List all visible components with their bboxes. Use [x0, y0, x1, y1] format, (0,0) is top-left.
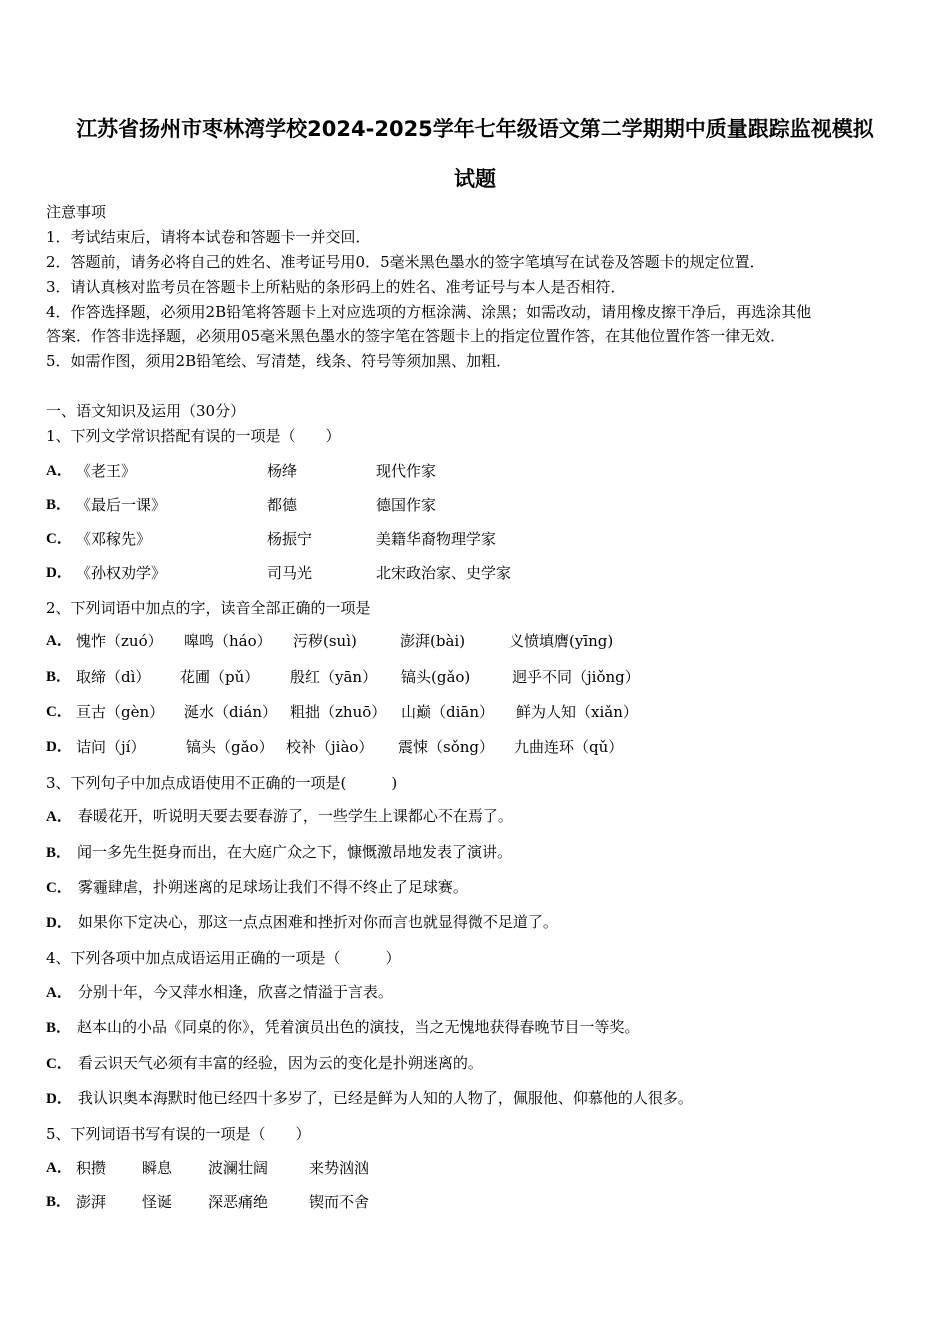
option-label: B．	[46, 669, 72, 685]
option-work: 《老王》	[76, 462, 137, 480]
option-label: C．	[46, 531, 72, 547]
option-word: 粗拙（zhuō）	[290, 703, 387, 721]
option-label: A．	[46, 1160, 72, 1176]
option-word: 澎湃(bài)	[400, 632, 466, 650]
option-word: 涎水（dián）	[184, 703, 278, 721]
option-word: 花圃（pǔ）	[180, 668, 260, 686]
option-label: D．	[46, 1091, 72, 1107]
option-word: 山巅（diān）	[401, 703, 495, 721]
option-text: 春暖花开，听说明天要去要春游了，一些学生上课都心不在焉了。	[77, 807, 513, 825]
option-desc: 现代作家	[376, 462, 437, 480]
option-work: 《最后一课》	[76, 496, 167, 514]
option-label: C．	[46, 1056, 72, 1072]
notice-item: 5．如需作图，须用2B铅笔绘、写清楚，线条、符号等须加黑、加粗．	[46, 352, 512, 370]
option-word: 镐头(gǎo)	[401, 668, 471, 686]
option-label: A．	[46, 463, 72, 479]
option-text: 雾霾肆虐，扑朔迷离的足球场让我们不得不终止了足球赛。	[77, 878, 468, 896]
option-label: C．	[46, 704, 72, 720]
option-work: 《邓稼先》	[76, 530, 152, 548]
option-desc: 美籍华裔物理学家	[376, 530, 497, 548]
option-label: B．	[46, 845, 72, 861]
option-desc: 北宋政治家、史学家	[376, 564, 512, 582]
option-word: 瞬息	[142, 1159, 173, 1177]
option-label: D．	[46, 915, 72, 931]
option-label: B．	[46, 497, 72, 513]
notice-item: 4．作答选择题，必须用2B铅笔将答题卡上对应选项的方框涂满、涂黑；如需改动，请用橡皮擦干净后，再选涂其他	[46, 303, 812, 321]
option-author: 杨绛	[267, 462, 298, 480]
page-title-line2: 试题	[454, 167, 496, 191]
option-label: A．	[46, 985, 72, 1001]
q3-option-a	[46, 806, 513, 827]
option-text: 看云识天气必须有丰富的经验，因为云的变化是扑朔迷离的。	[77, 1054, 483, 1072]
option-word: 波澜壮阔	[208, 1159, 269, 1177]
option-word: 嗥鸣（háo）	[184, 632, 272, 650]
option-word: 鲜为人知（xiǎn）	[516, 703, 638, 721]
option-word: 深恶痛绝	[208, 1193, 269, 1211]
question-stem: 3、下列句子中加点成语使用不正确的一项是( )	[46, 774, 398, 792]
option-label: A．	[46, 809, 72, 825]
option-label: D．	[46, 739, 72, 755]
q4-option-c	[46, 1053, 483, 1074]
option-text: 如果你下定决心，那这一点点困难和挫折对你而言也就显得微不足道了。	[77, 913, 558, 931]
q3-option-d	[46, 912, 558, 933]
option-word: 迥乎不同（jiǒng）	[512, 668, 640, 686]
option-desc: 德国作家	[376, 496, 437, 514]
page-title-line1: 江苏省扬州市枣林湾学校2024-2025学年七年级语文第二学期期中质量跟踪监视模拟	[76, 117, 874, 141]
option-word: 锲而不舍	[309, 1193, 370, 1211]
q4-option-a	[46, 982, 393, 1003]
option-label: D．	[46, 565, 72, 581]
option-word: 震悚（sǒng）	[398, 738, 494, 756]
option-word: 怪诞	[142, 1193, 173, 1211]
question-stem: 4、下列各项中加点成语运用正确的一项是（ ）	[46, 949, 401, 967]
notice-item: 2．答题前，请务必将自己的姓名、准考证号用0．5毫米黑色墨水的签字笔填写在试卷及答题卡的规定位置．	[46, 253, 765, 271]
option-word: 亘古（gèn）	[76, 703, 165, 721]
option-label: B．	[46, 1020, 72, 1036]
notice-item: 1．考试结束后，请将本试卷和答题卡一并交回．	[46, 228, 371, 246]
option-word: 诘问（jí）	[76, 738, 146, 756]
option-word: 积攒	[76, 1159, 107, 1177]
notice-item: 答案．作答非选择题，必须用05毫米黑色墨水的签字笔在答题卡上的指定位置作答，在其他位置作答一律无效．	[46, 327, 786, 345]
q3-option-b	[46, 842, 512, 863]
notice-heading: 注意事项	[46, 203, 107, 221]
option-work: 《孙权劝学》	[76, 564, 167, 582]
q4-option-b	[46, 1017, 640, 1038]
section-heading: 一、语文知识及运用（30分）	[46, 402, 246, 420]
option-word: 九曲连环（qǔ）	[514, 738, 624, 756]
option-label: B．	[46, 1194, 72, 1210]
option-author: 杨振宁	[267, 530, 313, 548]
option-word: 取缔（dì）	[76, 668, 151, 686]
option-word: 镐头（gǎo）	[186, 738, 274, 756]
question-stem: 1、下列文学常识搭配有误的一项是（ ）	[46, 427, 341, 445]
option-word: 污秽(suì)	[293, 632, 357, 650]
option-author: 司马光	[267, 564, 313, 582]
option-word: 义愤填膺(yīng)	[509, 632, 614, 650]
option-text: 赵本山的小品《同桌的你》，凭着演员出色的演技，当之无愧地获得春晚节目一等奖。	[77, 1018, 640, 1036]
option-label: A．	[46, 633, 72, 649]
option-label: C．	[46, 880, 72, 896]
option-word: 愧怍（zuó）	[76, 632, 163, 650]
option-author: 都德	[267, 496, 298, 514]
q4-option-d	[46, 1088, 693, 1109]
q3-option-c	[46, 877, 468, 898]
option-word: 殷红（yān）	[290, 668, 378, 686]
option-word: 校补（jiào）	[286, 738, 374, 756]
option-text: 我认识奥本海默时他已经四十多岁了，已经是鲜为人知的人物了，佩服他、仰慕他的人很多。	[77, 1089, 693, 1107]
option-word: 澎湃	[76, 1193, 107, 1211]
question-stem: 5、下列词语书写有误的一项是（ ）	[46, 1125, 311, 1143]
option-word: 来势汹汹	[309, 1159, 370, 1177]
option-text: 闻一多先生挺身而出，在大庭广众之下，慷慨激昂地发表了演讲。	[77, 843, 513, 861]
option-text: 分别十年，今又萍水相逢，欣喜之情溢于言表。	[77, 983, 393, 1001]
question-stem: 2、下列词语中加点的字，读音全部正确的一项是	[46, 599, 371, 617]
notice-item: 3．请认真核对监考员在答题卡上所粘贴的条形码上的姓名、准考证号与本人是否相符．	[46, 278, 626, 296]
